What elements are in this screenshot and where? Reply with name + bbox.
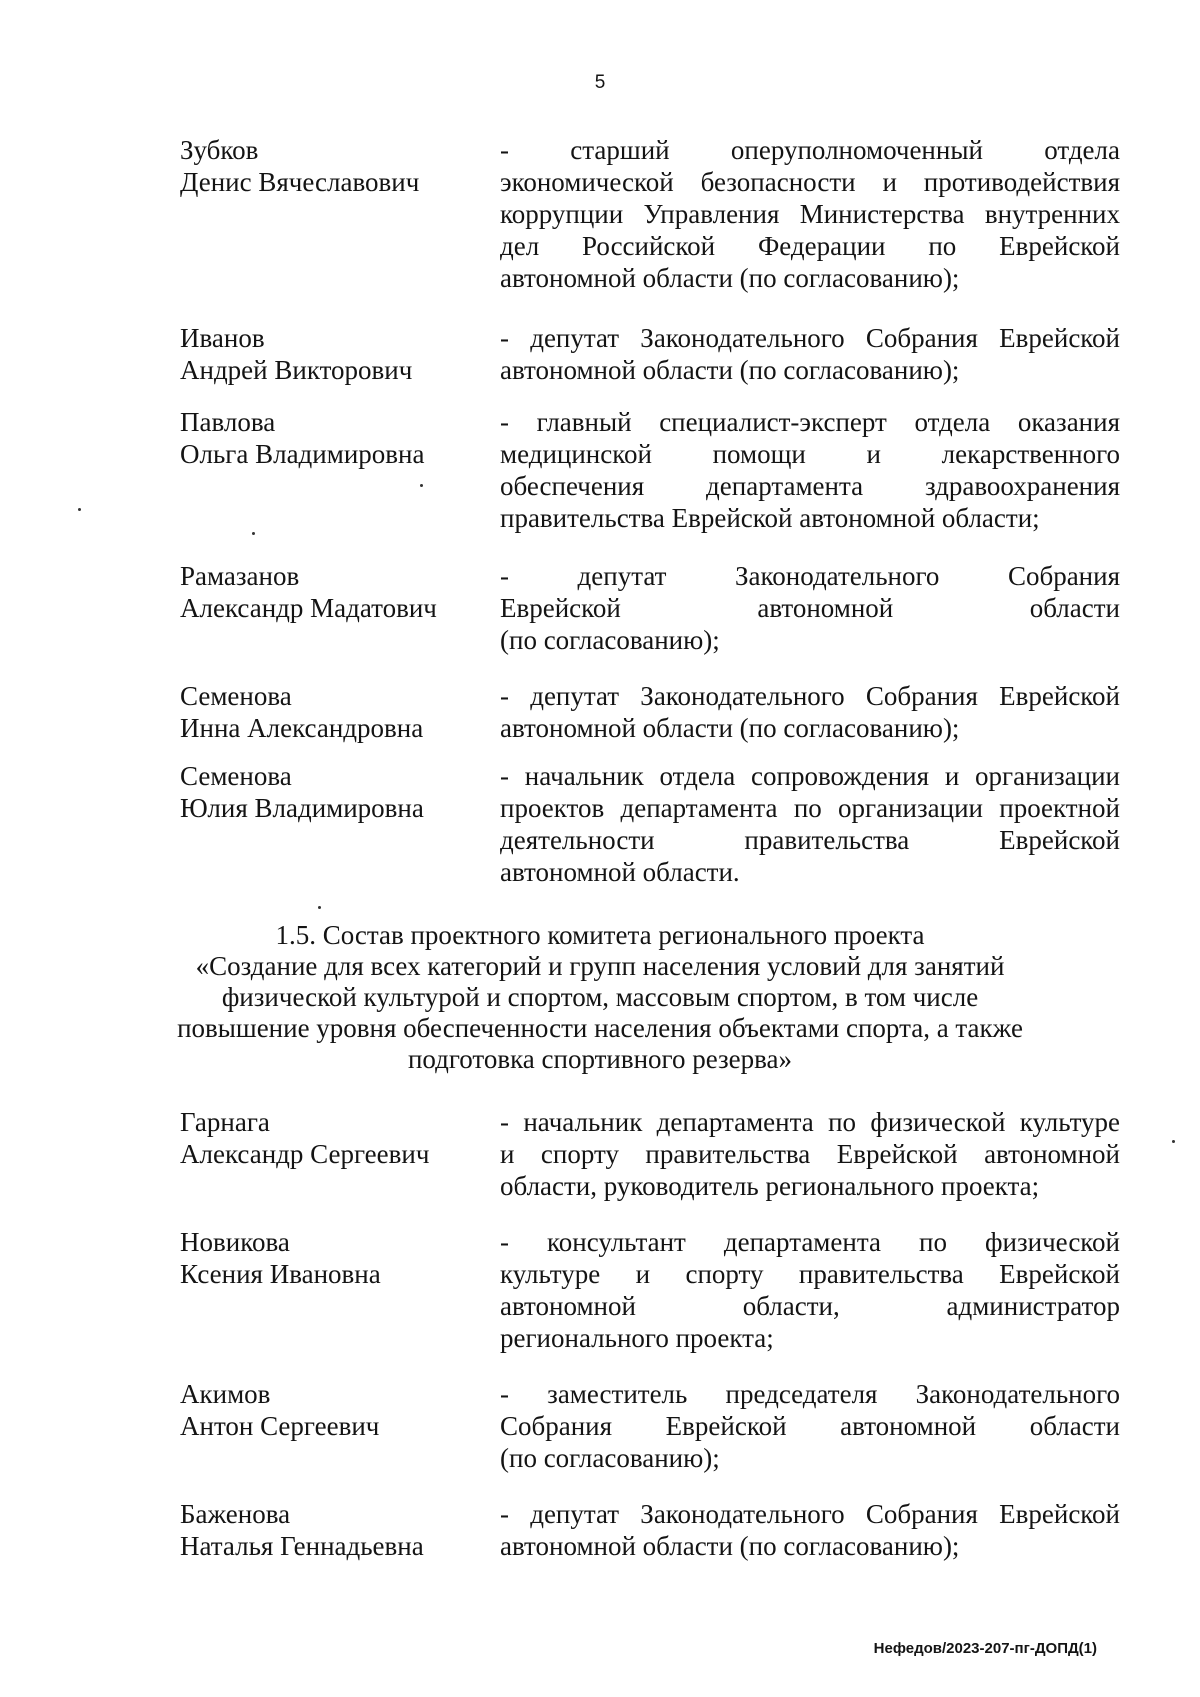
role-line: - депутат Законодательного Собрания Еврейской <box>500 323 1120 353</box>
member-role <box>500 1226 1120 1354</box>
member-role <box>500 406 1120 534</box>
document-code: Нефедов/2023-207-пг-ДОПД(1) <box>873 1640 1097 1657</box>
role-line: обеспечения департамента здравоохранения <box>500 471 1120 501</box>
member-entry <box>180 1226 1120 1354</box>
role-line: Собрания Еврейской автономной области <box>500 1411 1120 1441</box>
member-given-name: Инна Александровна <box>180 713 424 743</box>
member-entry <box>180 680 1120 744</box>
role-line: - консультант департамента по физической <box>500 1227 1120 1257</box>
member-role <box>500 760 1120 888</box>
heading-line: физической культурой и спортом, массовым спортом, в том числе <box>221 982 979 1012</box>
member-given-name: Антон Сергеевич <box>180 1411 380 1441</box>
member-surname: Павлова <box>180 407 276 437</box>
member-given-name: Денис Вячеславович <box>180 167 420 197</box>
member-given-name: Александр Сергеевич <box>180 1139 430 1169</box>
member-surname: Гарнага <box>180 1107 270 1137</box>
role-line: автономной области (по согласованию); <box>500 1531 960 1561</box>
member-given-name: Александр Мадатович <box>180 593 437 623</box>
member-entry <box>180 322 1120 386</box>
member-role <box>500 1378 1120 1474</box>
role-line: - депутат Законодательного Собрания Еврейской <box>500 1499 1120 1529</box>
role-line: культуре и спорту правительства Еврейской <box>500 1259 1120 1289</box>
page-number: 5 <box>594 72 606 93</box>
member-surname: Рамазанов <box>180 561 300 591</box>
scan-speck <box>318 906 321 909</box>
role-line: - старший оперуполномоченный отдела <box>500 135 1120 165</box>
member-name <box>180 134 500 294</box>
member-name <box>180 1498 500 1562</box>
role-line: области, руководитель регионального проекта; <box>500 1171 1040 1201</box>
member-given-name: Андрей Викторович <box>180 355 413 385</box>
member-entry <box>180 1106 1120 1202</box>
role-line: коррупции Управления Министерства внутренних <box>500 199 1120 229</box>
role-line: автономной области (по согласованию); <box>500 713 960 743</box>
role-line: и спорту правительства Еврейской автономной <box>500 1139 1120 1169</box>
role-line: проектов департамента по организации проектной <box>500 793 1120 823</box>
role-line: автономной области. <box>500 857 740 887</box>
role-line: автономной области (по согласованию); <box>500 355 960 385</box>
member-name <box>180 1226 500 1354</box>
member-entry <box>180 760 1120 888</box>
role-line: правительства Еврейской автономной области; <box>500 503 1040 533</box>
member-entry <box>180 134 1120 294</box>
member-surname: Иванов <box>180 323 265 353</box>
member-entry <box>180 1378 1120 1474</box>
member-name <box>180 760 500 888</box>
member-surname: Баженова <box>180 1499 291 1529</box>
member-name <box>180 1378 500 1474</box>
member-role <box>500 134 1120 294</box>
role-line: - заместитель председателя Законодательного <box>500 1379 1120 1409</box>
member-name <box>180 406 500 534</box>
member-entry <box>180 1498 1120 1562</box>
section-heading <box>170 920 1030 1075</box>
member-name <box>180 1106 500 1202</box>
role-line: автономной области, администратор <box>500 1291 1120 1321</box>
member-role <box>500 680 1120 744</box>
member-surname: Зубков <box>180 135 259 165</box>
role-line: деятельности правительства Еврейской <box>500 825 1120 855</box>
member-surname: Семенова <box>180 681 292 711</box>
role-line: (по согласованию); <box>500 1443 720 1473</box>
role-line: - главный специалист-эксперт отдела оказания <box>500 407 1120 437</box>
member-role <box>500 1106 1120 1202</box>
member-surname: Новикова <box>180 1227 290 1257</box>
heading-line: «Создание для всех категорий и групп населения условий для занятий <box>195 951 1005 981</box>
member-name <box>180 560 500 656</box>
member-surname: Акимов <box>180 1379 271 1409</box>
member-name <box>180 322 500 386</box>
member-given-name: Ольга Владимировна <box>180 439 425 469</box>
role-line: - депутат Законодательного Собрания Еврейской <box>500 681 1120 711</box>
member-given-name: Юлия Владимировна <box>180 793 424 823</box>
role-line: медицинской помощи и лекарственного <box>500 439 1120 469</box>
scan-speck <box>78 508 81 511</box>
member-given-name: Наталья Геннадьевна <box>180 1531 424 1561</box>
scan-speck <box>420 484 423 487</box>
role-line: регионального проекта; <box>500 1323 774 1353</box>
role-line: экономической безопасности и противодействия <box>500 167 1120 197</box>
member-role <box>500 322 1120 386</box>
role-line: дел Российской Федерации по Еврейской <box>500 231 1120 261</box>
role-line: - начальник отдела сопровождения и организации <box>500 761 1120 791</box>
scan-speck <box>1172 1140 1175 1143</box>
role-line: автономной области (по согласованию); <box>500 263 960 293</box>
member-entry <box>180 560 1120 656</box>
role-line: - начальник департамента по физической культуре <box>500 1107 1120 1137</box>
member-name <box>180 680 500 744</box>
heading-line: подготовка спортивного резерва» <box>407 1044 793 1074</box>
heading-line: повышение уровня обеспеченности населения объектами спорта, а также <box>177 1013 1023 1043</box>
role-line: - депутат Законодательного Собрания <box>500 561 1120 591</box>
member-role <box>500 1498 1120 1562</box>
member-entry <box>180 406 1120 534</box>
member-given-name: Ксения Ивановна <box>180 1259 381 1289</box>
scan-speck <box>252 532 255 535</box>
member-role <box>500 560 1120 656</box>
member-surname: Семенова <box>180 761 292 791</box>
role-line: Еврейской автономной области <box>500 593 1120 623</box>
heading-line: 1.5. Состав проектного комитета регионального проекта <box>275 920 925 950</box>
role-line: (по согласованию); <box>500 625 720 655</box>
